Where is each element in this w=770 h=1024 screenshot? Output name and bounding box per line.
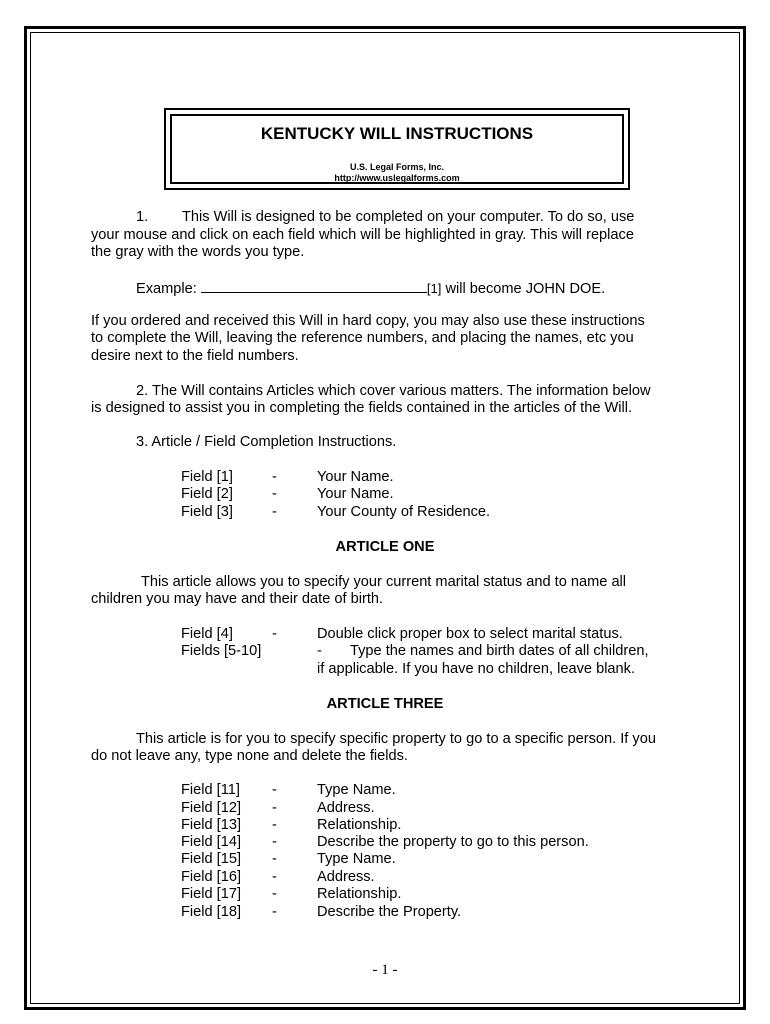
field-label: Field [12] <box>181 800 242 816</box>
article-three-line2: do not leave any, type none and delete the fields. <box>91 748 408 764</box>
company-url: http://www.uslegalforms.com <box>334 173 460 183</box>
field-description: Relationship. <box>317 817 402 833</box>
document-title: KENTUCKY WILL INSTRUCTIONS <box>260 124 534 143</box>
field-dash: - <box>272 626 277 642</box>
field-label: Field [11] <box>181 782 240 798</box>
field-description: Describe the property to go to this person. <box>317 834 589 850</box>
field-dash: - <box>272 504 277 520</box>
field-label: Field [18] <box>181 904 242 920</box>
section1-line3: the gray with the words you type. <box>91 244 305 260</box>
field-description: Relationship. <box>317 886 402 902</box>
hardcopy-line2: to complete the Will, leaving the reference numbers, and placing the names, etc you <box>91 330 634 346</box>
field-label: Field [17] <box>181 886 242 902</box>
field-label: Field [13] <box>181 817 242 833</box>
field-dash: - <box>272 486 277 502</box>
field-description-continued: if applicable. If you have no children, leave blank. <box>317 661 636 677</box>
example-line <box>136 279 605 298</box>
article-three-line1: This article is for you to specify specific property to go to a specific person. If you <box>136 731 656 747</box>
field-label: Field [3] <box>181 504 233 520</box>
field-description: Your County of Residence. <box>317 504 491 520</box>
field-description: Describe the Property. <box>317 904 462 920</box>
field-description: Type Name. <box>317 851 396 867</box>
field-label: Field [1] <box>181 469 233 485</box>
page-number: - 1 - <box>372 962 398 978</box>
article-one-line1: This article allows you to specify your current marital status and to name all <box>141 574 627 590</box>
field-label: Fields [5-10] <box>181 643 262 659</box>
field-description: Type Name. <box>317 782 396 798</box>
field-label: Field [15] <box>181 851 242 867</box>
field-description: Type the names and birth dates of all children, <box>350 643 649 659</box>
section3-heading: 3. Article / Field Completion Instructions. <box>136 434 397 450</box>
section1-line2: your mouse and click on each field which will be highlighted in gray. This will replace <box>91 227 634 243</box>
field-dash: - <box>272 834 277 850</box>
field-description: Address. <box>317 800 375 816</box>
field-dash: - <box>272 800 277 816</box>
section2-line2: is designed to assist you in completing the fields contained in the articles of the Will. <box>91 400 633 416</box>
field-dash: - <box>272 817 277 833</box>
field-description: Double click proper box to select marital status. <box>317 626 623 642</box>
field-dash: - <box>272 904 277 920</box>
field-description: Address. <box>317 869 375 885</box>
title-box <box>164 108 630 190</box>
field-dash: - <box>272 469 277 485</box>
field-dash: - <box>272 886 277 902</box>
company-name: U.S. Legal Forms, Inc. <box>349 162 445 172</box>
field-dash: - <box>272 782 277 798</box>
field-description: Your Name. <box>317 486 394 502</box>
example-label: Example: <box>136 281 197 297</box>
article-three-heading: ARTICLE THREE <box>326 696 444 712</box>
title-box-inner <box>170 114 624 184</box>
section1-text: This Will is designed to be completed on your computer. To do so, use <box>182 209 635 225</box>
field-description: Your Name. <box>317 469 394 485</box>
field-label: Field [4] <box>181 626 233 642</box>
example-result: will become JOHN DOE. <box>445 281 606 297</box>
article-one-line2: children you may have and their date of birth. <box>91 591 384 607</box>
field-dash: - <box>317 643 322 659</box>
field-label: Field [16] <box>181 869 242 885</box>
field-label: Field [14] <box>181 834 242 850</box>
field-dash: - <box>272 851 277 867</box>
article-one-heading: ARTICLE ONE <box>335 539 435 555</box>
section2-line1: 2. The Will contains Articles which cover various matters. The information below <box>136 383 651 399</box>
example-blank <box>201 279 427 293</box>
example-ref: [1] <box>426 281 442 296</box>
section1-number: 1. <box>136 209 149 225</box>
field-label: Field [2] <box>181 486 233 502</box>
section1-line1 <box>136 209 634 226</box>
hardcopy-line1: If you ordered and received this Will in hard copy, you may also use these instructions <box>91 313 645 329</box>
field-dash: - <box>272 869 277 885</box>
hardcopy-line3: desire next to the field numbers. <box>91 348 299 364</box>
